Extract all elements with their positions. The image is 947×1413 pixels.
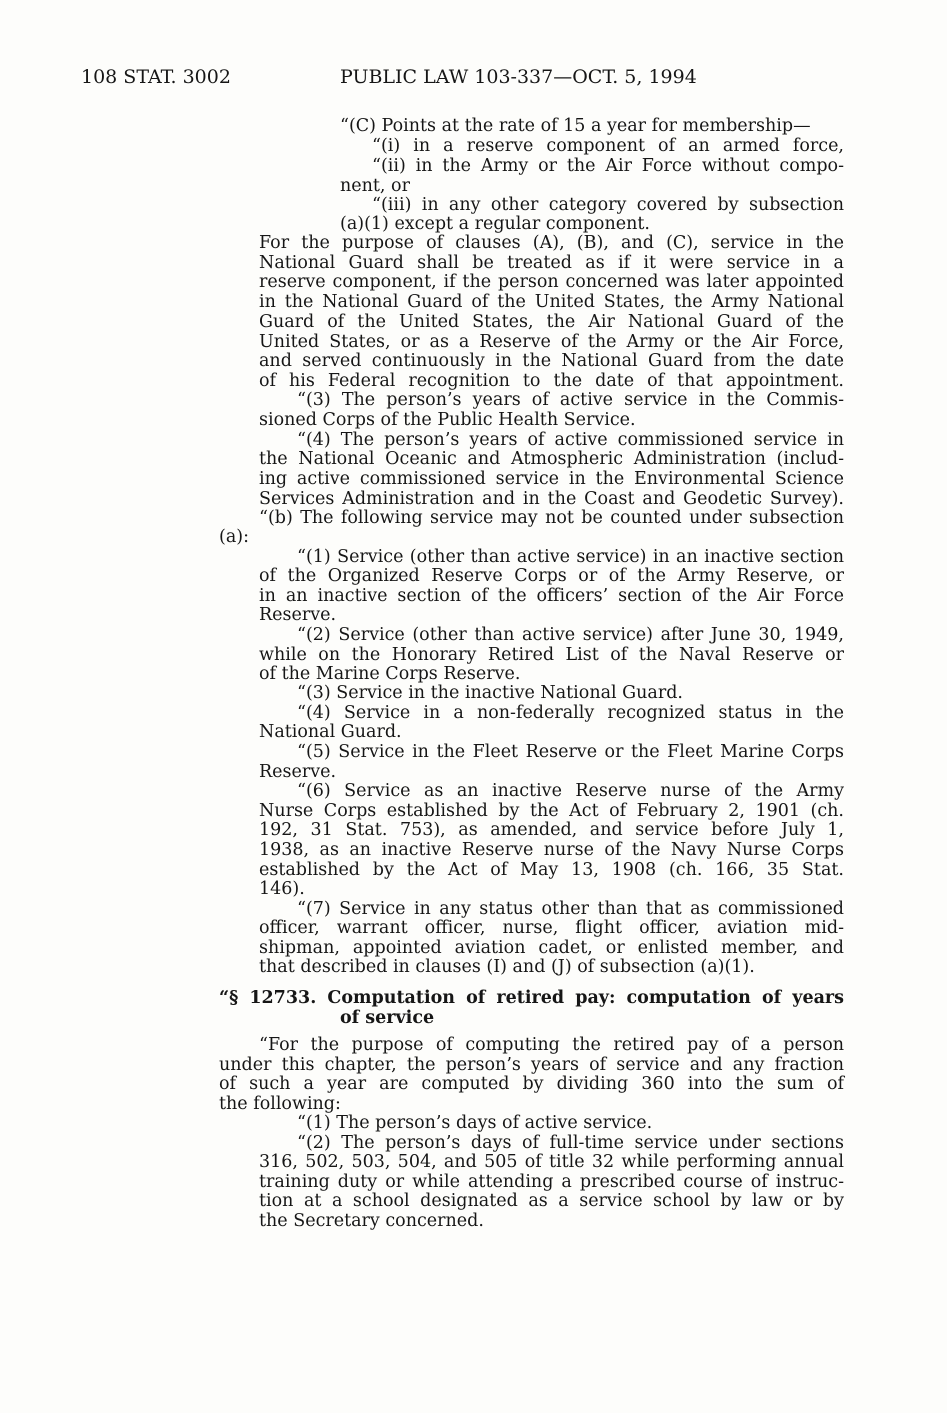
text-line: “(7) Service in any status other than that as commissioned [297,899,844,919]
text-line: of the Organized Reserve Corps or of the Army Reserve, or [259,566,844,586]
text-line: “(1) The person’s days of active service. [297,1113,653,1133]
text-line: 316, 502, 503, 504, and 505 of title 32 while performing annual [259,1152,844,1172]
text-line: “(3) Service in the inactive National Guard. [297,683,683,703]
text-line: ing active commissioned service in the Environmental Science [259,469,844,489]
section-heading: of service [340,1008,435,1028]
text-line: the National Oceanic and Atmospheric Administration (includ- [259,449,844,469]
text-line: tion at a school designated as a service school by law or by [259,1191,844,1211]
text-line: of his Federal recognition to the date of that appointment. [259,371,844,391]
text-line: Services Administration and in the Coast and Geodetic Survey). [259,489,844,509]
text-line: “(2) The person’s days of full-time service under sections [297,1133,844,1153]
text-line: “(3) The person’s years of active service in the Commis- [297,390,844,410]
text-line: and served continuously in the National Guard from the date [259,351,844,371]
text-line: reserve component, if the person concerned was later appointed [259,272,844,292]
text-line: that described in clauses (I) and (J) of subsection (a)(1). [259,957,755,977]
text-line: “(C) Points at the rate of 15 a year for membership— [340,116,811,136]
text-line: of the Marine Corps Reserve. [259,664,521,684]
text-line: “(6) Service as an inactive Reserve nurse of the Army [297,781,844,801]
text-line: of such a year are computed by dividing 360 into the sum of [219,1074,844,1094]
text-line: sioned Corps of the Public Health Service. [259,410,636,430]
text-line: under this chapter, the person’s years of service and any fraction [219,1055,844,1075]
text-line: shipman, appointed aviation cadet, or enlisted member, and [259,938,844,958]
text-line: “(4) The person’s years of active commissioned service in [297,430,844,450]
text-line: “(2) Service (other than active service) after June 30, 1949, [297,625,844,645]
text-line: “(1) Service (other than active service) in an inactive section [297,547,844,567]
text-line: training duty or while attending a prescribed course of instruc- [259,1172,844,1192]
text-line: National Guard shall be treated as if it were service in a [259,253,844,273]
text-line: “For the purpose of computing the retired pay of a person [259,1035,844,1055]
text-line: 146). [259,879,305,899]
text-line: “(i) in a reserve component of an armed force, [372,136,844,156]
text-line: Reserve. [259,762,337,782]
text-line: Reserve. [259,605,337,625]
text-line: “(b) The following service may not be counted under subsection [259,508,844,528]
text-line: in an inactive section of the officers’ section of the Air Force [259,586,844,606]
text-line: “(4) Service in a non-federally recognized status in the [297,703,844,723]
text-line: “(iii) in any other category covered by subsection [372,195,844,215]
text-line: For the purpose of clauses (A), (B), and (C), service in the [259,233,844,253]
stat-page-reference: 108 STAT. 3002 [81,66,231,88]
text-line: nent, or [340,176,410,196]
text-line: established by the Act of May 13, 1908 (ch. 166, 35 Stat. [259,860,844,880]
text-line: (a): [219,527,249,547]
text-line: the Secretary concerned. [259,1211,484,1231]
text-line: National Guard. [259,722,402,742]
running-header: PUBLIC LAW 103-337—OCT. 5, 1994 [340,66,697,88]
text-line: United States, or as a Reserve of the Army or the Air Force, [259,332,844,352]
text-line: 1938, as an inactive Reserve nurse of the Navy Nurse Corps [259,840,844,860]
section-heading: “§ 12733. Computation of retired pay: computation of years [219,988,844,1008]
text-line: the following: [219,1094,341,1114]
text-line: Guard of the United States, the Air National Guard of the [259,312,844,332]
text-line: Nurse Corps established by the Act of February 2, 1901 (ch. [259,801,844,821]
text-line: “(ii) in the Army or the Air Force without compo- [372,156,844,176]
text-line: while on the Honorary Retired List of the Naval Reserve or [259,645,844,665]
text-line: “(5) Service in the Fleet Reserve or the Fleet Marine Corps [297,742,844,762]
text-line: in the National Guard of the United States, the Army National [259,292,844,312]
text-line: officer, warrant officer, nurse, flight officer, aviation mid- [259,918,844,938]
text-line: (a)(1) except a regular component. [340,214,650,234]
text-line: 192, 31 Stat. 753), as amended, and service before July 1, [259,820,844,840]
